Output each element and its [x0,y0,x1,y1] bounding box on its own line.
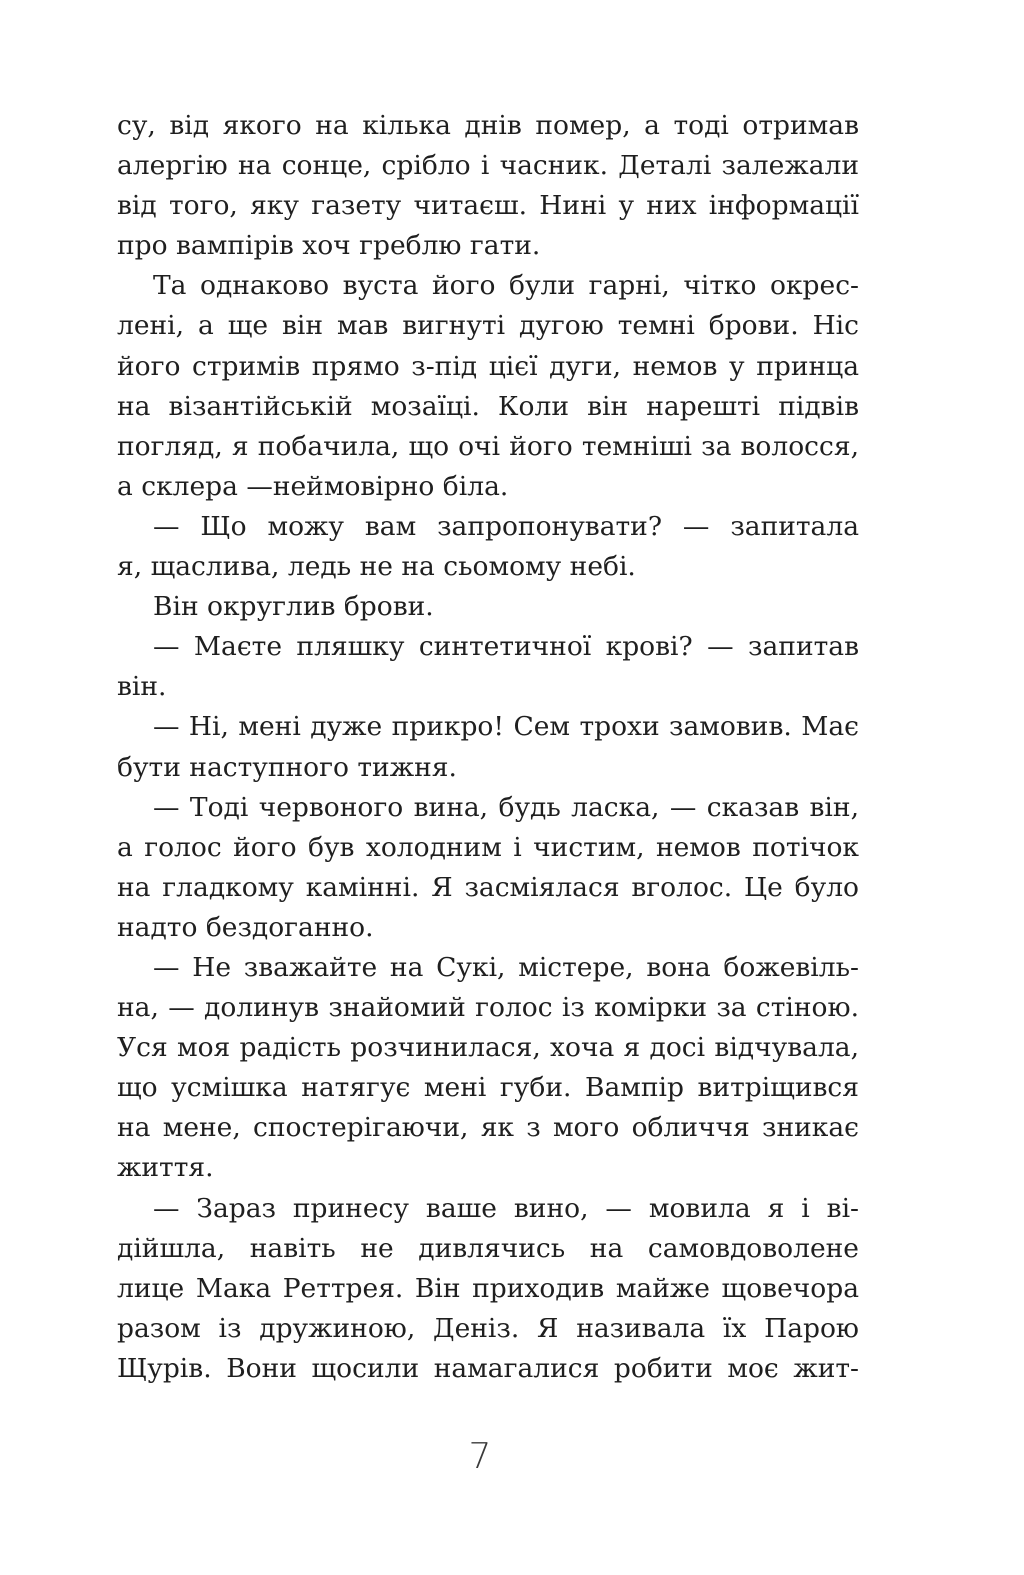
text-line: що усмішка натягує мені губи. Вампір витріщився [117,1072,859,1104]
text-line: лені, а ще він мав вигнуті дугою темні брови. Ніс [117,310,859,342]
text-line: життя. [117,1152,214,1184]
text-line: про вампірів хоч греблю гати. [117,230,541,262]
text-line: погляд, я побачила, що очі його темніші за волосся, [117,430,859,462]
text-line: він. [117,671,167,703]
text-line: від того, яку газету читаєш. Нині у них інформації [117,190,859,222]
text-line: Він округлив брови. [153,591,434,623]
text-line: алергію на сонце, срібло і часник. Деталі залежали [117,150,859,182]
text-line: його стримів прямо з-під цієї дуги, немов у принца [117,350,859,382]
text-line: я, щаслива, ледь не на сьомому небі. [117,551,636,583]
text-line: на мене, спостерігаючи, як з мого обличчя зникає [117,1112,859,1144]
text-line: дійшла, навіть не дивлячись на самовдоволене [117,1232,859,1264]
text-line: — Що можу вам запропонувати? — запитала [153,510,859,542]
text-line: су, від якого на кілька днів помер, а тоді отримав [117,110,859,141]
text-line: — Зараз принесу ваше вино, — мовила я і ві- [153,1192,859,1224]
text-line: — Не зважайте на Сукі, містере, вона божевіль- [153,951,859,983]
text-line: — Маєте пляшку синтетичної крові? — запитав [153,631,859,663]
text-line: Щурів. Вони щосили намагалися робити моє жит- [117,1352,859,1384]
text-line: а склера —неймовірно біла. [117,470,509,502]
body-text [117,106,859,1389]
text-line: на гладкому камінні. Я засміялася вголос. Це було [117,871,859,903]
text-line: на, — долинув знайомий голос із комірки за стіною. [117,992,859,1024]
text-line: надто бездоганно. [117,911,374,943]
text-line: разом із дружиною, Деніз. Я називала їх Парою [117,1312,859,1344]
text-line: — Ні, мені дуже прикро! Сем трохи замовив. Має [153,711,859,743]
page-number: 7 [468,1436,492,1477]
text-line: лице Мака Реттрея. Він приходив майже щовечора [117,1272,859,1304]
text-line: — Тоді червоного вина, будь ласка, — сказав він, [153,791,859,823]
text-line: на візантійській мозаїці. Коли він нарешті підвів [117,390,859,422]
text-line: бути наступного тижня. [117,751,457,783]
text-line: Та однаково вуста його були гарні, чітко окрес- [153,270,859,302]
text-line: а голос його був холодним і чистим, немов потічок [117,831,859,863]
text-line: Уся моя радість розчинилася, хоча я досі відчувала, [117,1032,859,1064]
